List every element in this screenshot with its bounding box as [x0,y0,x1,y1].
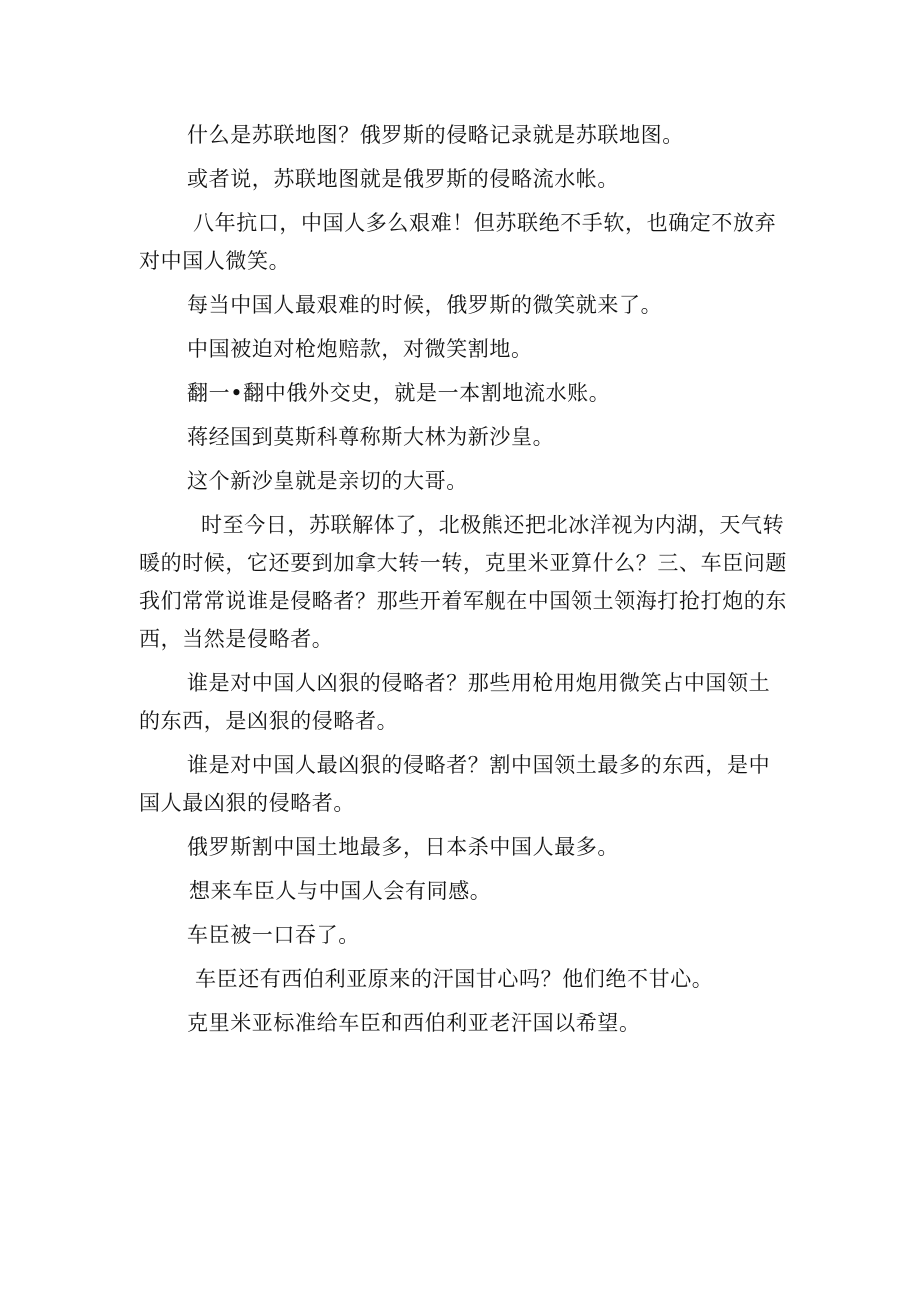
paragraph: 这个新沙皇就是亲切的大哥。 [187,469,468,493]
paragraph: 谁是对中国人凶狠的侵略者？那些用枪用炮用微笑占中国领土的东西，是凶狠的侵略者。 [139,671,771,733]
document-body [139,116,787,1048]
paragraph: 克里米亚标准给车臣和西伯利亚老汗国以希望。 [187,1011,641,1035]
paragraph: 中国被迫对枪炮赔款，对微笑割地。 [187,337,533,361]
paragraph: 翻一•翻中俄外交史，就是一本割地流水账。 [187,381,611,405]
paragraph: 什么是苏联地图？俄罗斯的侵略记录就是苏联地图。 [187,123,684,147]
paragraph: 八年抗口，中国人多么艰难！但苏联绝不手软，也确定不放弃对中国人微笑。 [139,211,777,273]
paragraph: 时至今日，苏联解体了，北极熊还把北冰洋视为内湖，天气转暖的时候，它还要到加拿大转一转，克里米亚算什么？三、车臣问题我们常常说谁是侵略者？那些开着军舰在中国领土领海打抢打炮的东西，当然是侵略者。 [139,513,787,651]
paragraph: 谁是对中国人最凶狠的侵略者？割中国领土最多的东西，是中国人最凶狠的侵略者。 [139,753,771,815]
paragraph: 俄罗斯割中国土地最多，日本杀中国人最多。 [187,835,619,859]
paragraph: 车臣还有西伯利亚原来的汗国甘心吗？他们绝不甘心。 [195,967,714,991]
paragraph: 或者说，苏联地图就是俄罗斯的侵略流水帐。 [187,167,619,191]
paragraph: 每当中国人最艰难的时候，俄罗斯的微笑就来了。 [187,293,663,317]
paragraph: 车臣被一口吞了。 [187,923,360,947]
paragraph: 想来车臣人与中国人会有同感。 [189,879,492,903]
paragraph: 蒋经国到莫斯科尊称斯大林为新沙皇。 [187,425,555,449]
